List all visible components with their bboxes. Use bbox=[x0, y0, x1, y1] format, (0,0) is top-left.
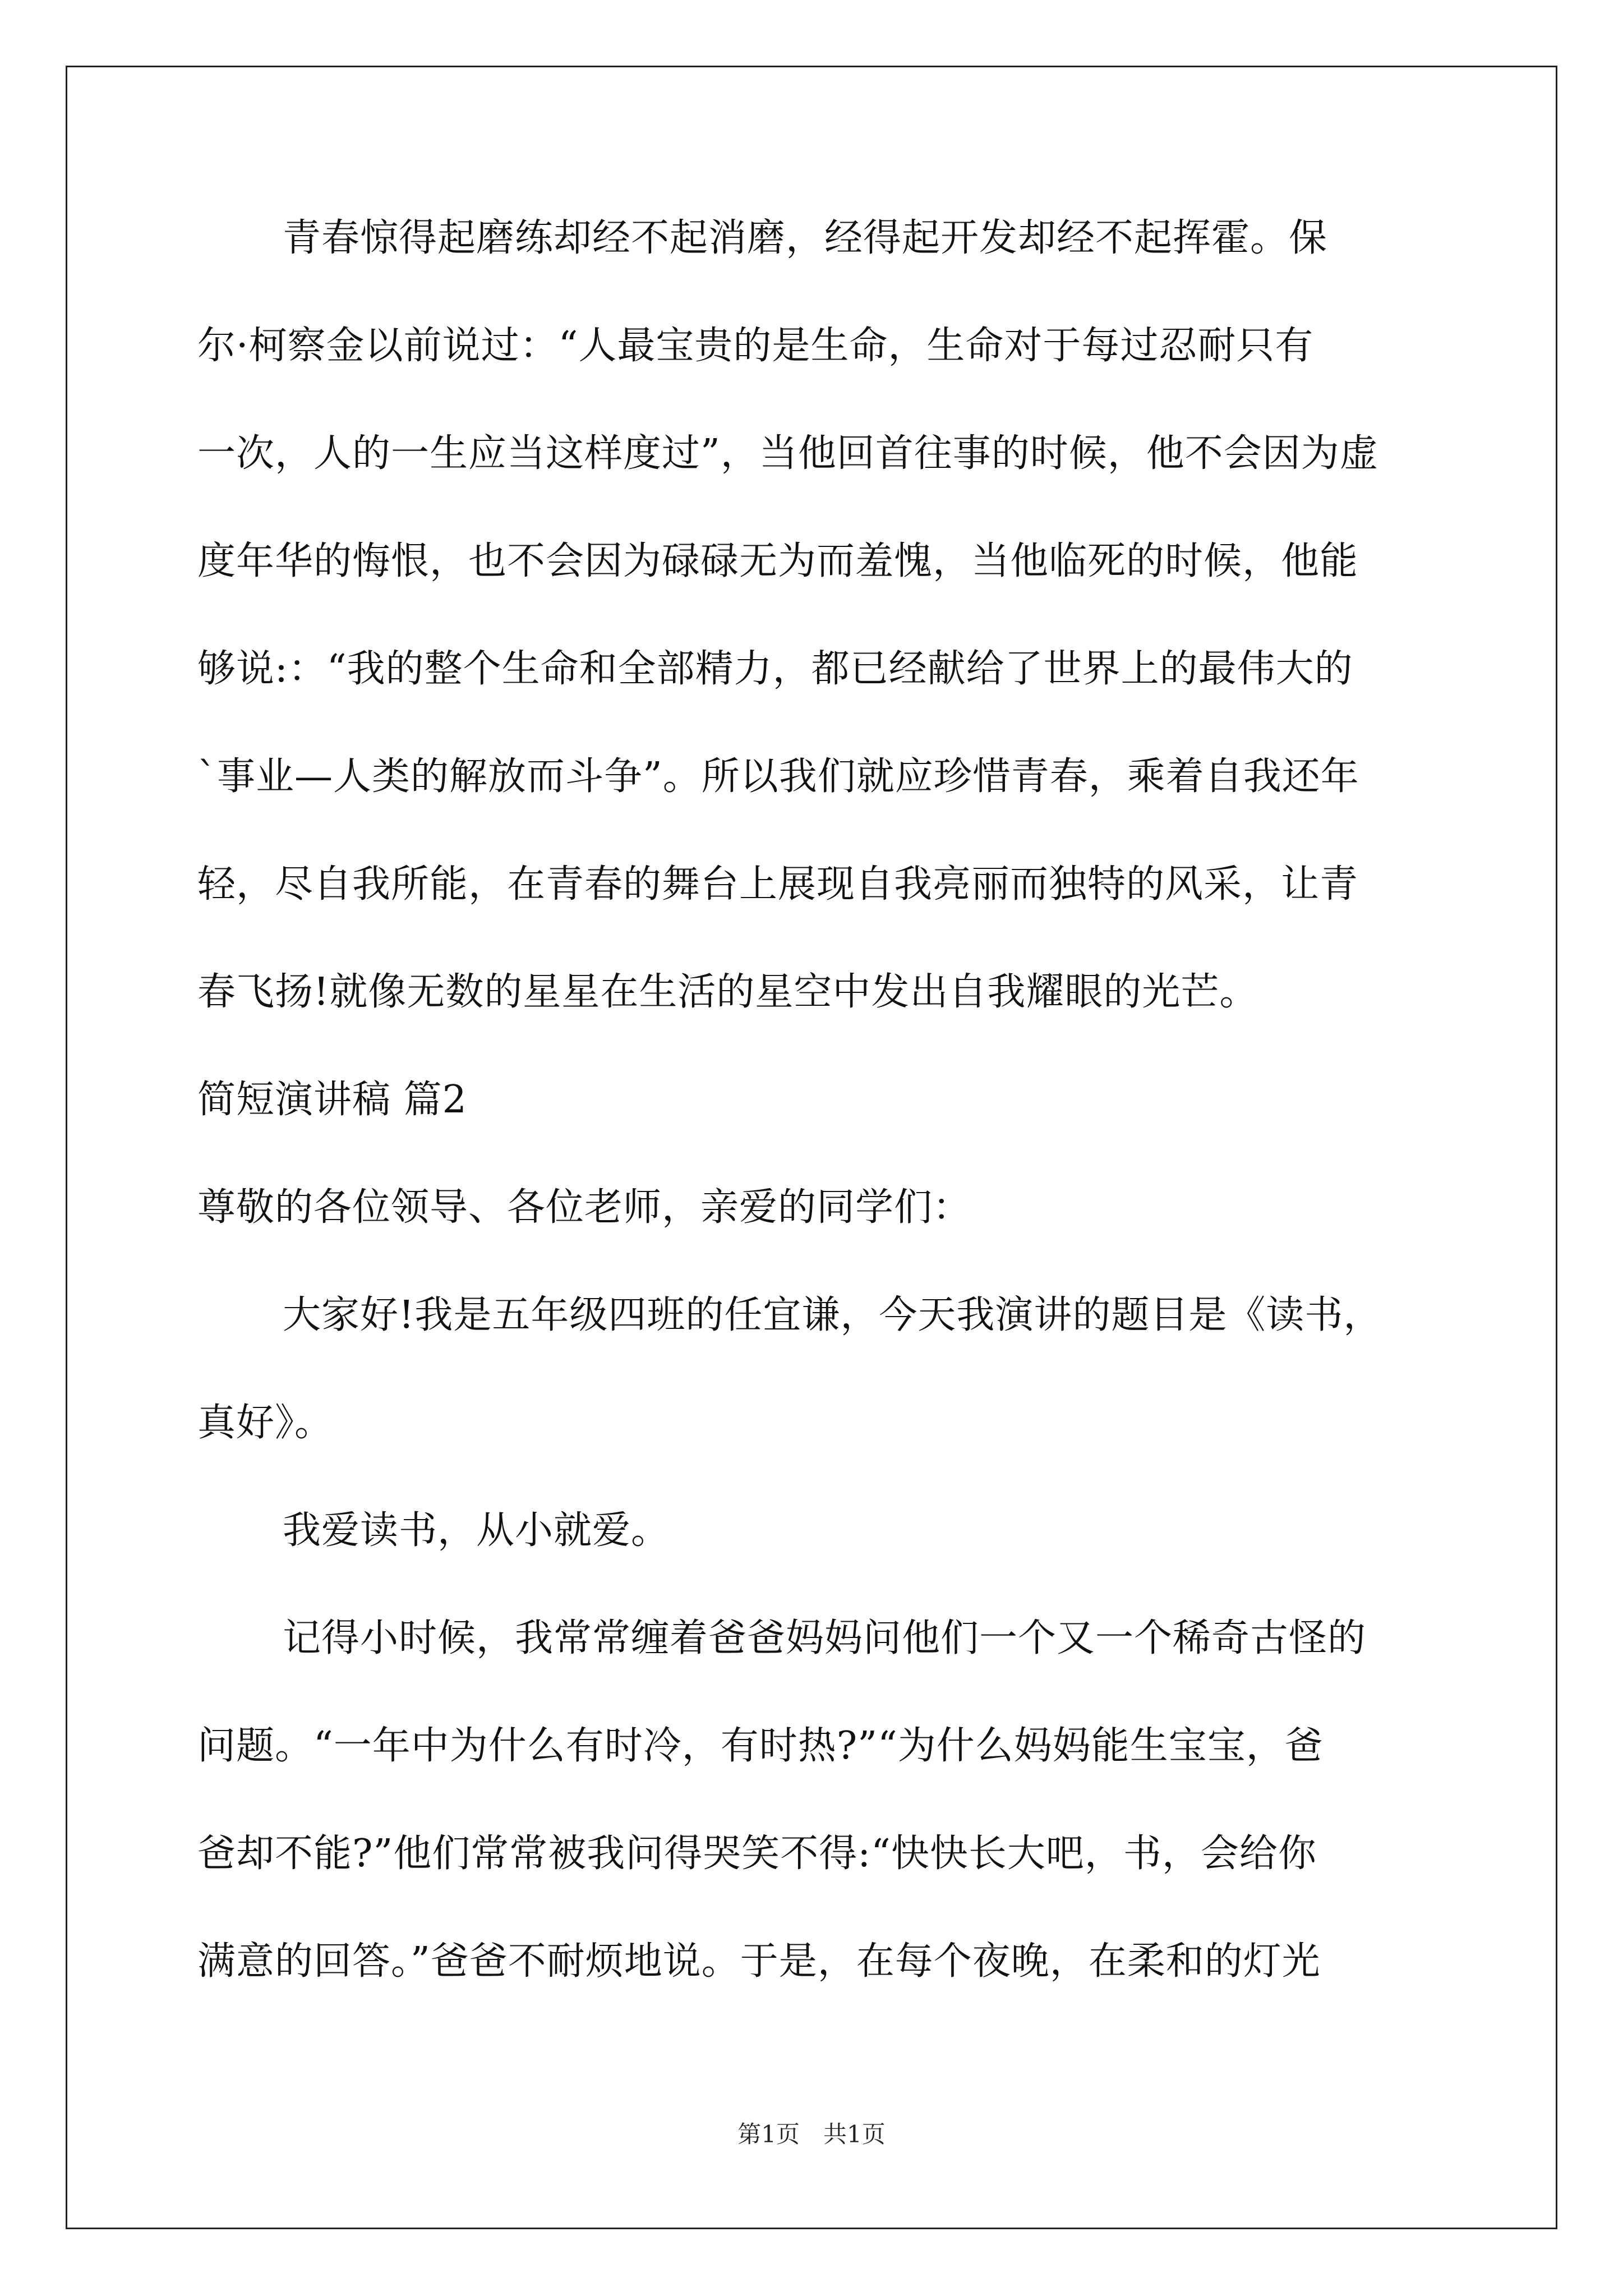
text-line: 我爱读书，从小就爱。 bbox=[283, 1508, 670, 1553]
text-line: 爸却不能?”他们常常被我问得哭笑不得:“快快长大吧，书，会给你 bbox=[197, 1832, 1317, 1876]
text-line: 真好》。 bbox=[197, 1401, 334, 1445]
text-line: 尔·柯察金以前说过：“人最宝贵的是生命，生命对于每过忍耐只有 bbox=[197, 324, 1314, 368]
page-footer: 第1页 共1页 bbox=[737, 2120, 886, 2148]
text-line: 够说:：“我的整个生命和全部精力，都已经献给了世界上的最伟大的 bbox=[197, 647, 1353, 691]
text-line: 春飞扬!就像无数的星星在生活的星空中发出自我耀眼的光芒。 bbox=[197, 970, 1258, 1014]
text-line: 轻，尽自我所能，在青春的舞台上展现自我亮丽而独特的风采，让青 bbox=[197, 862, 1359, 907]
text-line: 大家好!我是五年级四班的任宜谦，今天我演讲的题目是《读书， bbox=[283, 1293, 1382, 1337]
text-line: 问题。“一年中为什么有时冷，有时热?”“为什么妈妈能生宝宝，爸 bbox=[197, 1724, 1324, 1768]
section-heading: 简短演讲稿 篇2 bbox=[197, 1078, 467, 1122]
text-line: 满意的回答。”爸爸不耐烦地说。于是，在每个夜晚，在柔和的灯光 bbox=[197, 1939, 1321, 1984]
page-border bbox=[66, 66, 1557, 2229]
text-line: 度年华的悔恨，也不会因为碌碌无为而羞愧，当他临死的时候，他能 bbox=[197, 539, 1359, 583]
text-line: 一次，人的一生应当这样度过”，当他回首往事的时候，他不会因为虚 bbox=[197, 431, 1378, 476]
text-line: 青春惊得起磨练却经不起消磨，经得起开发却经不起挥霍。保 bbox=[283, 216, 1328, 260]
text-line: 记得小时候，我常常缠着爸爸妈妈问他们一个又一个稀奇古怪的 bbox=[283, 1616, 1367, 1660]
text-line: `事业—人类的解放而斗争”。所以我们就应珍惜青春，乘着自我还年 bbox=[197, 754, 1359, 799]
salutation: 尊敬的各位领导、各位老师，亲爱的同学们： bbox=[197, 1185, 972, 1230]
